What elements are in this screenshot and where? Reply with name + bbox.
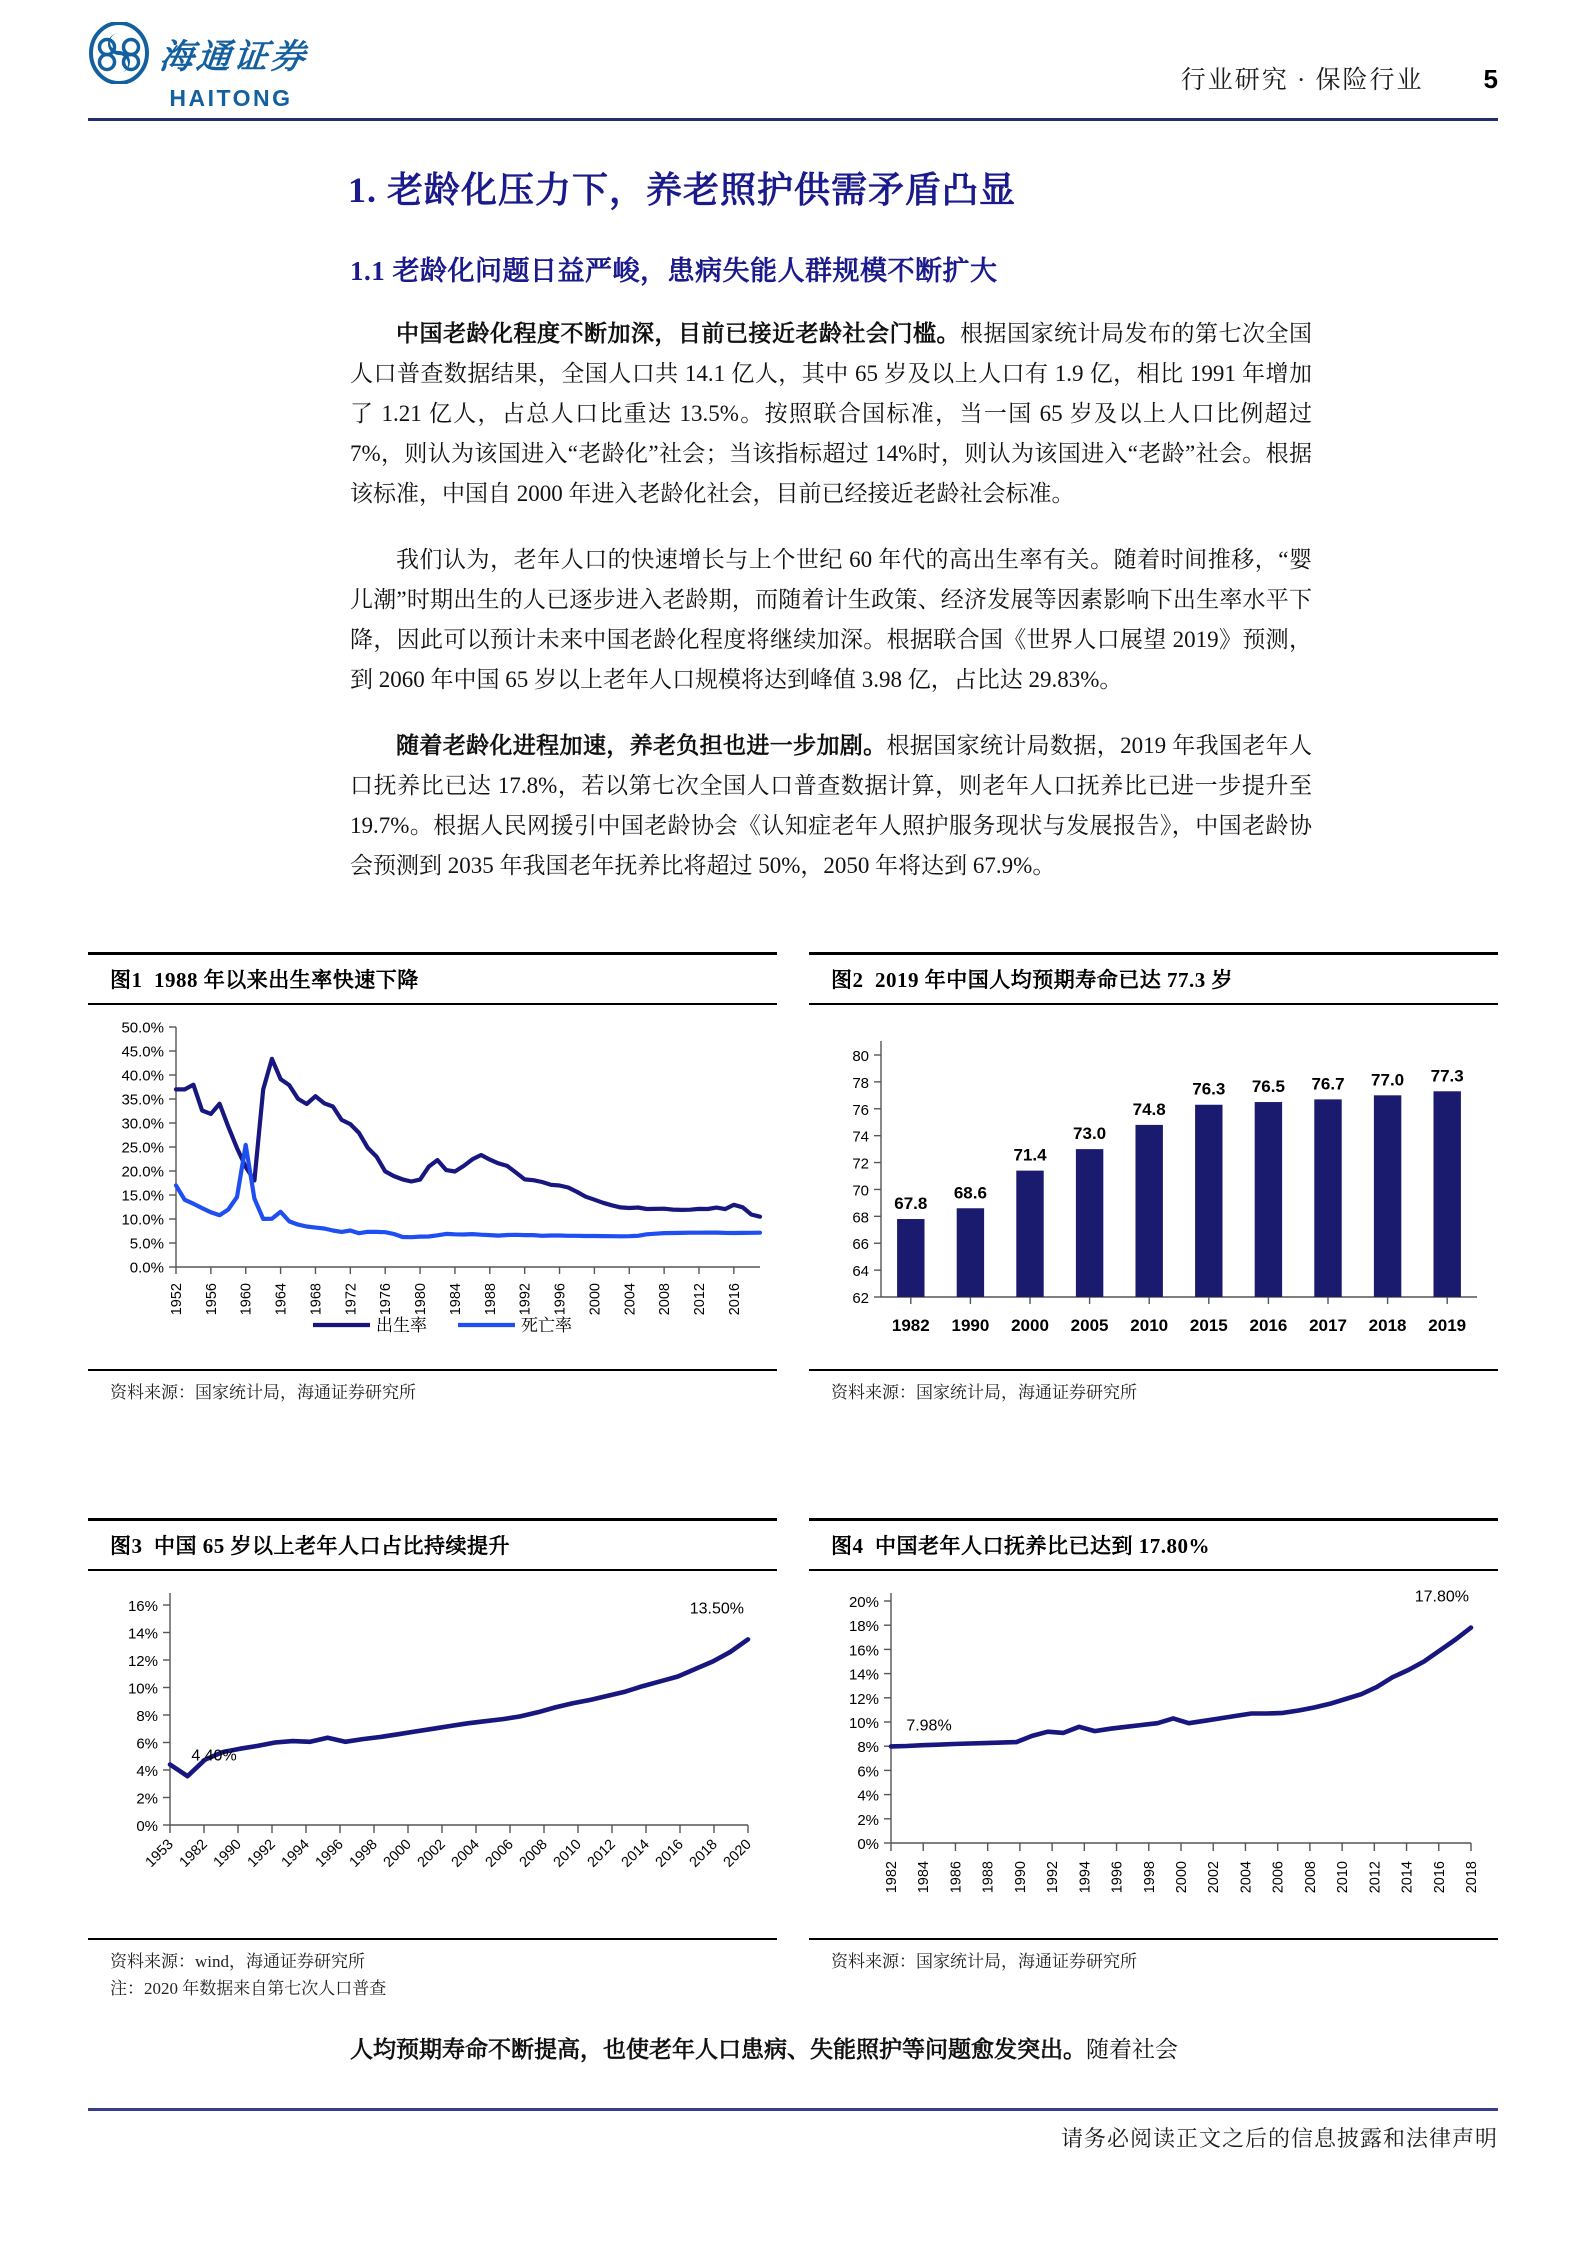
svg-text:70: 70 <box>852 1182 869 1200</box>
main-content <box>88 140 1498 886</box>
svg-text:2010: 2010 <box>1335 1861 1352 1894</box>
svg-text:1982: 1982 <box>891 1316 930 1335</box>
svg-text:1984: 1984 <box>916 1861 933 1894</box>
svg-text:2018: 2018 <box>1464 1861 1480 1894</box>
section-heading-1-1: 1.1 老龄化问题日益严峻，患病失能人群规模不断扩大 <box>350 256 998 286</box>
svg-text:1990: 1990 <box>210 1836 245 1871</box>
closing-rest: 随着社会 <box>1086 2037 1178 2062</box>
paragraph-1 <box>350 314 1312 514</box>
header-divider <box>88 118 1498 121</box>
svg-text:12%: 12% <box>127 1653 158 1670</box>
svg-text:2016: 2016 <box>652 1836 687 1871</box>
svg-text:15.0%: 15.0% <box>121 1187 164 1205</box>
svg-text:1992: 1992 <box>1045 1861 1062 1894</box>
figure-2-chart <box>809 1009 1498 1369</box>
svg-text:2017: 2017 <box>1309 1316 1347 1335</box>
svg-text:77.0: 77.0 <box>1371 1070 1405 1090</box>
svg-text:16%: 16% <box>127 1598 158 1615</box>
page-number: 5 <box>1483 64 1498 94</box>
svg-text:2012: 2012 <box>584 1836 619 1871</box>
svg-text:71.4: 71.4 <box>1013 1145 1047 1165</box>
svg-text:1953: 1953 <box>142 1836 177 1871</box>
svg-text:62: 62 <box>852 1290 869 1307</box>
svg-text:76.7: 76.7 <box>1311 1074 1345 1094</box>
svg-text:2016: 2016 <box>1431 1861 1448 1894</box>
svg-text:死亡率: 死亡率 <box>521 1316 572 1335</box>
svg-text:13.50%: 13.50% <box>689 1600 744 1618</box>
figure-row-1 <box>88 952 1498 1408</box>
figure-4-chart <box>809 1575 1498 1938</box>
svg-text:1994: 1994 <box>1077 1861 1094 1894</box>
svg-text:30.0%: 30.0% <box>121 1115 164 1133</box>
svg-text:2016: 2016 <box>726 1283 743 1316</box>
svg-text:0%: 0% <box>857 1836 879 1853</box>
svg-text:72: 72 <box>852 1155 869 1173</box>
svg-text:2002: 2002 <box>1206 1861 1223 1894</box>
svg-text:2004: 2004 <box>1238 1861 1255 1894</box>
svg-text:1992: 1992 <box>244 1836 279 1871</box>
svg-text:67.8: 67.8 <box>894 1194 928 1214</box>
svg-text:68: 68 <box>852 1209 869 1227</box>
svg-text:73.0: 73.0 <box>1073 1124 1107 1144</box>
footer-disclaimer: 请务必阅读正文之后的信息披露和法律声明 <box>1060 2126 1498 2151</box>
figure-3-title <box>88 1521 777 1569</box>
figure-1 <box>88 952 777 1408</box>
figure-2-caption: 2019 年中国人均预期寿命已达 77.3 岁 <box>875 968 1233 992</box>
svg-text:35.0%: 35.0% <box>121 1091 164 1109</box>
svg-text:2014: 2014 <box>618 1836 653 1871</box>
figure-3-source <box>88 1940 777 2004</box>
figure-row-2 <box>88 1518 1498 2004</box>
figure-3-plot <box>88 1571 777 1938</box>
svg-text:74.8: 74.8 <box>1132 1099 1166 1119</box>
svg-text:14%: 14% <box>848 1666 879 1684</box>
svg-text:2019: 2019 <box>1428 1316 1467 1335</box>
svg-text:2020: 2020 <box>720 1836 755 1871</box>
svg-text:2008: 2008 <box>1302 1861 1319 1894</box>
closing-paragraph <box>350 2030 1498 2070</box>
figure-4-label: 图4 <box>831 1534 864 1558</box>
svg-text:1998: 1998 <box>1141 1861 1158 1894</box>
svg-text:25.0%: 25.0% <box>121 1139 164 1157</box>
paragraph-2-body: 我们认为，老年人口的快速增长与上个世纪 60 年代的高出生率有关。随着时间推移，“婴儿潮”时期出生的人已逐步进入老龄期，而随着计生政策、经济发展等因素影响下出生率水平下降，因此可以预计未来中国老龄化程度将继续加深。根据联合国《世界人口展望 2019》预测，到 2060 年中国 65 岁以上老年人口规模将达到峰值 3.98 亿，占比达 29.83%。 <box>350 547 1312 692</box>
svg-text:2004: 2004 <box>622 1283 639 1316</box>
svg-text:2005: 2005 <box>1070 1316 1109 1335</box>
svg-text:2000: 2000 <box>587 1283 604 1316</box>
paragraph-3 <box>350 726 1312 886</box>
svg-text:1992: 1992 <box>517 1283 534 1316</box>
svg-text:0.0%: 0.0% <box>129 1259 164 1277</box>
svg-text:1964: 1964 <box>273 1283 290 1316</box>
svg-text:20%: 20% <box>848 1594 879 1611</box>
svg-text:2018: 2018 <box>1368 1316 1407 1335</box>
svg-text:16%: 16% <box>848 1642 879 1660</box>
haitong-logo-icon <box>88 22 150 84</box>
svg-text:40.0%: 40.0% <box>121 1067 164 1085</box>
svg-text:1984: 1984 <box>447 1283 464 1316</box>
svg-text:1980: 1980 <box>413 1283 430 1316</box>
figure-2 <box>809 952 1498 1408</box>
svg-text:1972: 1972 <box>343 1283 360 1316</box>
svg-text:2000: 2000 <box>1174 1861 1190 1894</box>
svg-text:17.80%: 17.80% <box>1414 1588 1469 1606</box>
svg-text:8%: 8% <box>136 1708 158 1725</box>
svg-text:出生率: 出生率 <box>376 1316 427 1335</box>
figure-3 <box>88 1518 777 2004</box>
svg-text:14%: 14% <box>127 1625 158 1643</box>
svg-text:2012: 2012 <box>1367 1861 1384 1894</box>
svg-text:1988: 1988 <box>482 1283 499 1316</box>
paragraph-3-lead: 随着老龄化进程加速，养老负担也进一步加剧。 <box>396 733 887 758</box>
svg-text:2006: 2006 <box>1270 1861 1287 1894</box>
svg-text:2002: 2002 <box>414 1836 449 1871</box>
svg-text:1996: 1996 <box>552 1283 569 1316</box>
svg-text:2008: 2008 <box>657 1283 674 1316</box>
svg-text:1982: 1982 <box>176 1836 211 1871</box>
section-heading-1: 1. 老龄化压力下，养老照护供需矛盾凸显 <box>348 170 1017 210</box>
paragraph-2 <box>350 540 1312 700</box>
svg-text:1986: 1986 <box>948 1861 965 1894</box>
paragraph-1-body: 根据国家统计局发布的第七次全国人口普查数据结果，全国人口共 14.1 亿人，其中 65 岁及以上人口有 1.9 亿，相比 1991 年增加了 1.21 亿人，占总人口比重达 13.5%。按照联合国标准，当一国 65 岁及以上人口比例超过 7%，则认为该国进入“老龄化”社会；当该指标超过 14%时，则认为该国进入“老龄”社会。根据该标准，中国自 2000 年进入老龄化社会，目前已经接近老龄社会标准。 <box>350 321 1312 506</box>
svg-text:1990: 1990 <box>951 1316 990 1335</box>
svg-text:2000: 2000 <box>380 1836 415 1871</box>
closing-lead: 人均预期寿命不断提高，也使老年人口患病、失能照护等问题愈发突出。 <box>350 2037 1086 2062</box>
svg-text:12%: 12% <box>848 1690 879 1708</box>
figure-1-label: 图1 <box>110 968 143 992</box>
header-breadcrumb: 行业研究 · 保险行业 <box>1180 67 1424 94</box>
svg-text:10%: 10% <box>848 1715 879 1732</box>
svg-text:2010: 2010 <box>550 1836 585 1871</box>
figure-4 <box>809 1518 1498 2004</box>
svg-text:1968: 1968 <box>308 1283 325 1316</box>
svg-text:6%: 6% <box>857 1763 879 1781</box>
svg-text:1996: 1996 <box>1109 1861 1126 1894</box>
brand-logo <box>88 22 308 112</box>
svg-text:1976: 1976 <box>378 1283 395 1316</box>
paragraph-1-lead: 中国老龄化程度不断加深，目前已接近老龄社会门槛。 <box>396 321 960 346</box>
svg-text:64: 64 <box>852 1263 869 1281</box>
page-header <box>0 0 1586 122</box>
svg-text:76.5: 76.5 <box>1251 1077 1285 1097</box>
svg-text:4.40%: 4.40% <box>191 1747 237 1765</box>
svg-text:1952: 1952 <box>169 1283 185 1316</box>
svg-text:1996: 1996 <box>312 1836 347 1871</box>
svg-text:5.0%: 5.0% <box>129 1235 164 1253</box>
figure-2-label: 图2 <box>831 968 864 992</box>
figure-4-title <box>809 1521 1498 1569</box>
figure-4-plot <box>809 1571 1498 1938</box>
svg-text:1990: 1990 <box>1012 1861 1029 1894</box>
svg-text:2008: 2008 <box>516 1836 551 1871</box>
svg-text:0%: 0% <box>136 1818 158 1835</box>
paragraph-3-body: 根据国家统计局数据，2019 年我国老年人口抚养比已达 17.8%，若以第七次全国人口普查数据计算，则老年人口抚养比已进一步提升至 19.7%。根据人民网援引中国老龄协会《认知症老年人照护服务现状与发展报告》，中国老龄协会预测到 2035 年我国老年抚养比将超过 50%，2050 年将达到 67.9%。 <box>350 733 1313 878</box>
figure-2-title <box>809 955 1498 1003</box>
svg-text:76: 76 <box>852 1101 869 1119</box>
logo-chinese-text: 海通证券 <box>157 38 310 76</box>
svg-text:4%: 4% <box>857 1787 879 1805</box>
figure-3-chart <box>88 1575 777 1938</box>
svg-text:50.0%: 50.0% <box>121 1019 164 1037</box>
svg-text:4%: 4% <box>136 1763 158 1780</box>
svg-text:2014: 2014 <box>1399 1861 1416 1894</box>
svg-text:20.0%: 20.0% <box>121 1163 164 1181</box>
svg-text:2004: 2004 <box>448 1836 483 1871</box>
svg-text:2%: 2% <box>857 1811 879 1829</box>
footer-divider <box>88 2108 1498 2111</box>
figure-2-plot <box>809 1005 1498 1369</box>
svg-text:7.98%: 7.98% <box>906 1717 952 1735</box>
svg-text:18%: 18% <box>848 1618 879 1636</box>
svg-text:2015: 2015 <box>1189 1316 1228 1335</box>
svg-text:2010: 2010 <box>1130 1316 1169 1335</box>
figure-3-note-line: 注：2020 年数据来自第七次人口普查 <box>110 1979 387 1998</box>
svg-text:2018: 2018 <box>686 1836 721 1871</box>
svg-text:1982: 1982 <box>884 1861 900 1894</box>
svg-text:2012: 2012 <box>691 1283 708 1316</box>
svg-text:45.0%: 45.0% <box>121 1043 164 1061</box>
figure-1-chart <box>88 1009 777 1369</box>
figure-1-plot <box>88 1005 777 1369</box>
figure-3-label: 图3 <box>110 1534 143 1558</box>
figure-1-caption: 1988 年以来出生率快速下降 <box>154 968 419 992</box>
svg-text:80: 80 <box>852 1048 869 1065</box>
svg-text:1994: 1994 <box>278 1836 313 1871</box>
svg-text:2006: 2006 <box>482 1836 517 1871</box>
svg-text:1960: 1960 <box>238 1283 255 1316</box>
figure-3-source-line: 资料来源：wind，海通证券研究所 <box>110 1952 365 1971</box>
svg-text:6%: 6% <box>136 1735 158 1753</box>
figure-3-caption: 中国 65 岁以上老年人口占比持续提升 <box>154 1534 510 1558</box>
svg-text:8%: 8% <box>857 1739 879 1757</box>
svg-text:78: 78 <box>852 1074 869 1092</box>
figure-4-source: 资料来源：国家统计局，海通证券研究所 <box>831 1952 1137 1971</box>
svg-text:10%: 10% <box>127 1680 158 1698</box>
logo-english-text: HAITONG <box>169 85 293 111</box>
svg-text:77.3: 77.3 <box>1430 1066 1464 1086</box>
svg-text:1988: 1988 <box>980 1861 997 1894</box>
svg-text:66: 66 <box>852 1236 869 1254</box>
figure-1-source: 资料来源：国家统计局，海通证券研究所 <box>110 1383 416 1402</box>
svg-text:2016: 2016 <box>1249 1316 1288 1335</box>
figure-2-source: 资料来源：国家统计局，海通证券研究所 <box>831 1383 1137 1402</box>
svg-text:1998: 1998 <box>346 1836 381 1871</box>
svg-text:10.0%: 10.0% <box>121 1211 164 1229</box>
svg-text:74: 74 <box>852 1128 869 1146</box>
figure-4-caption: 中国老年人口抚养比已达到 17.80% <box>875 1534 1210 1558</box>
svg-text:2%: 2% <box>136 1790 158 1808</box>
svg-text:68.6: 68.6 <box>953 1183 987 1203</box>
svg-text:1956: 1956 <box>203 1283 220 1316</box>
svg-text:2000: 2000 <box>1011 1316 1049 1335</box>
figure-1-title <box>88 955 777 1003</box>
svg-text:76.3: 76.3 <box>1192 1079 1226 1099</box>
